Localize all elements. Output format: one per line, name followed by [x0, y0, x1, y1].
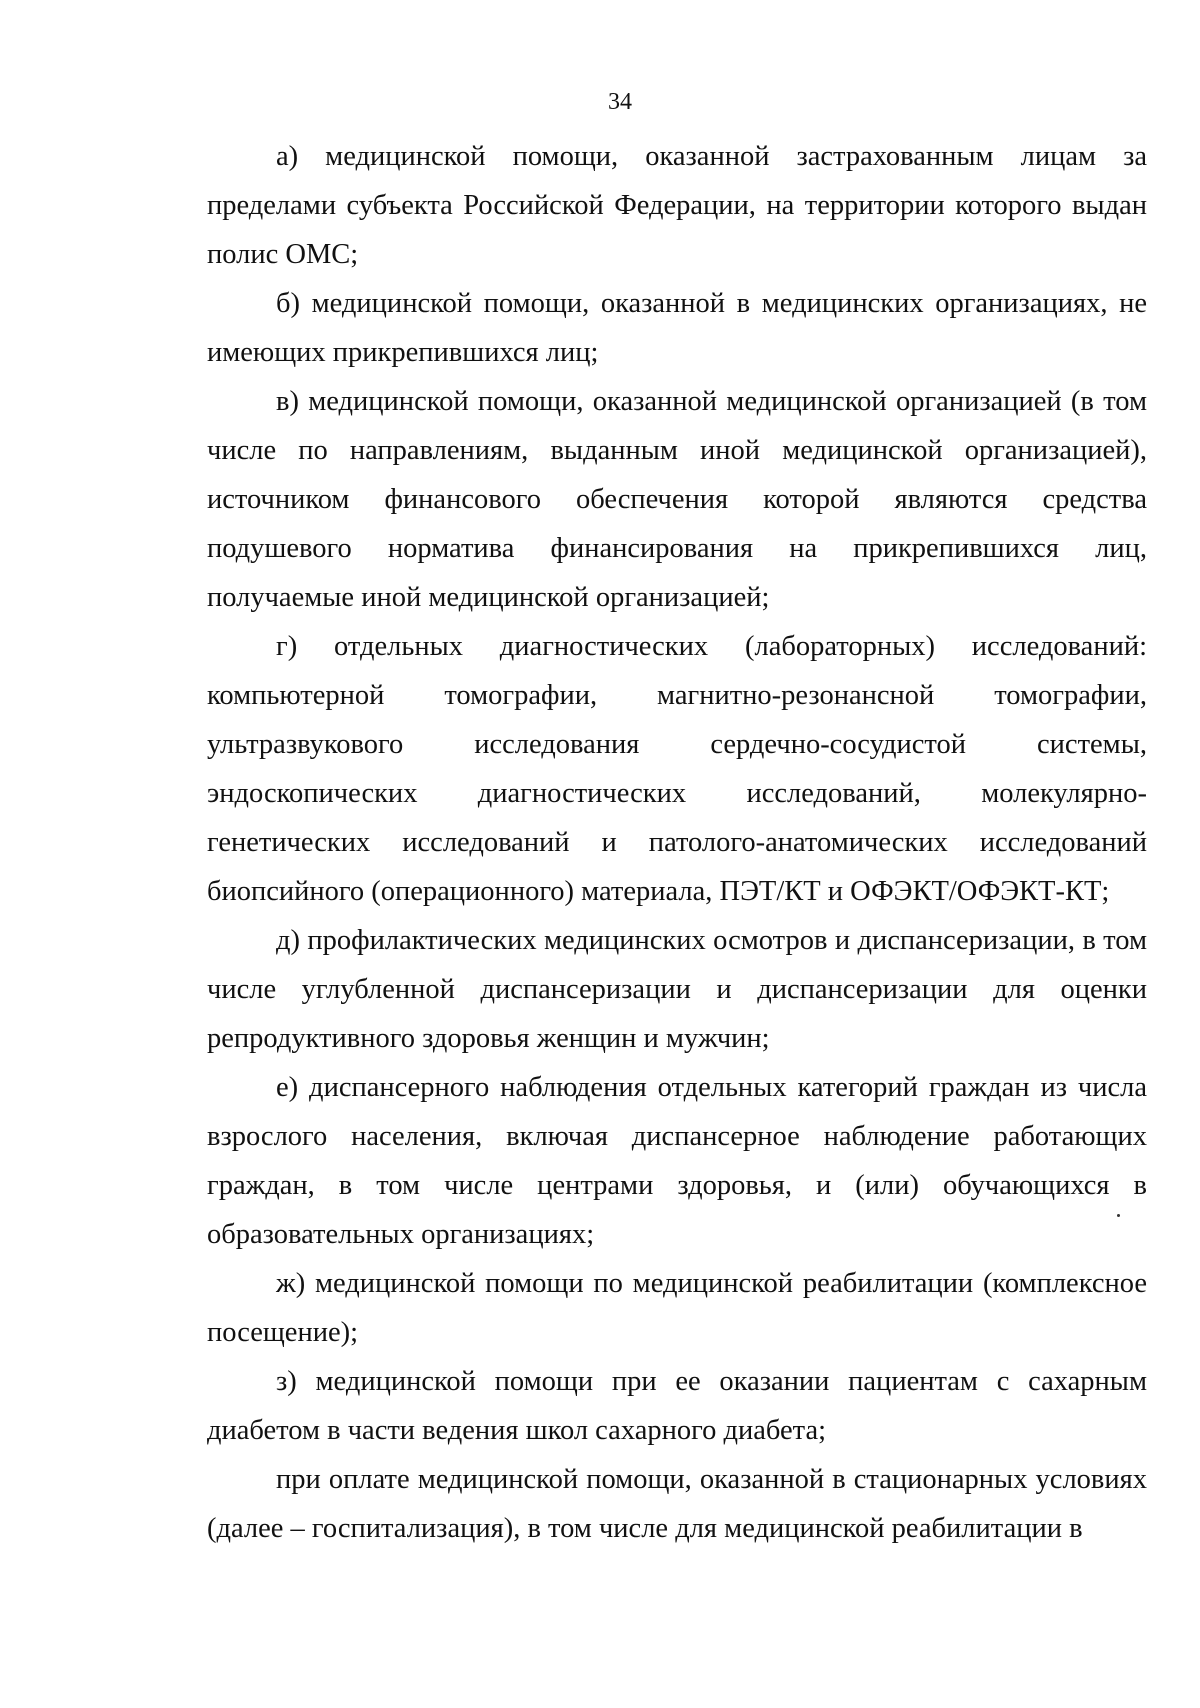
list-item-d: д) профилактических медицинских осмотров и диспансеризации, в том числе углубленной диспансеризации и диспансеризации для оценки репродуктивного здоровья женщин и мужчин;: [207, 925, 1147, 1054]
list-item-g: г) отдельных диагностических (лабораторных) исследований: компьютерной томографии, магнитно-резонансной томографии, ультразвукового исследования сердечно-сосудистой системы, эндоскопических диагностических исследований, молекулярно-генетических исследований и патолого-анатомических исследований биопсийного (операционного) материала, ПЭТ/КТ и ОФЭКТ/ОФЭКТ-КТ;: [207, 631, 1147, 907]
payment-paragraph: при оплате медицинской помощи, оказанной в стационарных условиях (далее – госпитализация), в том числе для медицинской реабилитации в: [207, 1464, 1147, 1544]
list-item-zh: ж) медицинской помощи по медицинской реабилитации (комплексное посещение);: [207, 1268, 1147, 1348]
page-number: 34: [608, 89, 632, 115]
list-item-v: в) медицинской помощи, оказанной медицинской организацией (в том числе по направлениям, выданным иной медицинской организацией), источником финансового обеспечения которой являются средства подушевого норматива финансирования на прикрепившихся лиц, получаемые иной медицинской организацией;: [207, 386, 1147, 613]
list-item-z: з) медицинской помощи при ее оказании пациентам с сахарным диабетом в части ведения школ сахарного диабета;: [207, 1366, 1147, 1446]
document-body: [207, 132, 1147, 1553]
scan-speck-mark: [1117, 1214, 1120, 1217]
list-item-b: б) медицинской помощи, оказанной в медицинских организациях, не имеющих прикрепившихся лиц;: [207, 288, 1147, 368]
list-item-e: е) диспансерного наблюдения отдельных категорий граждан из числа взрослого населения, включая диспансерное наблюдение работающих граждан, в том числе центрами здоровья, и (или) обучающихся в образовательных организациях;: [207, 1072, 1147, 1250]
list-item-a: а) медицинской помощи, оказанной застрахованным лицам за пределами субъекта Российской Федерации, на территории которого выдан полис ОМС;: [207, 141, 1147, 270]
